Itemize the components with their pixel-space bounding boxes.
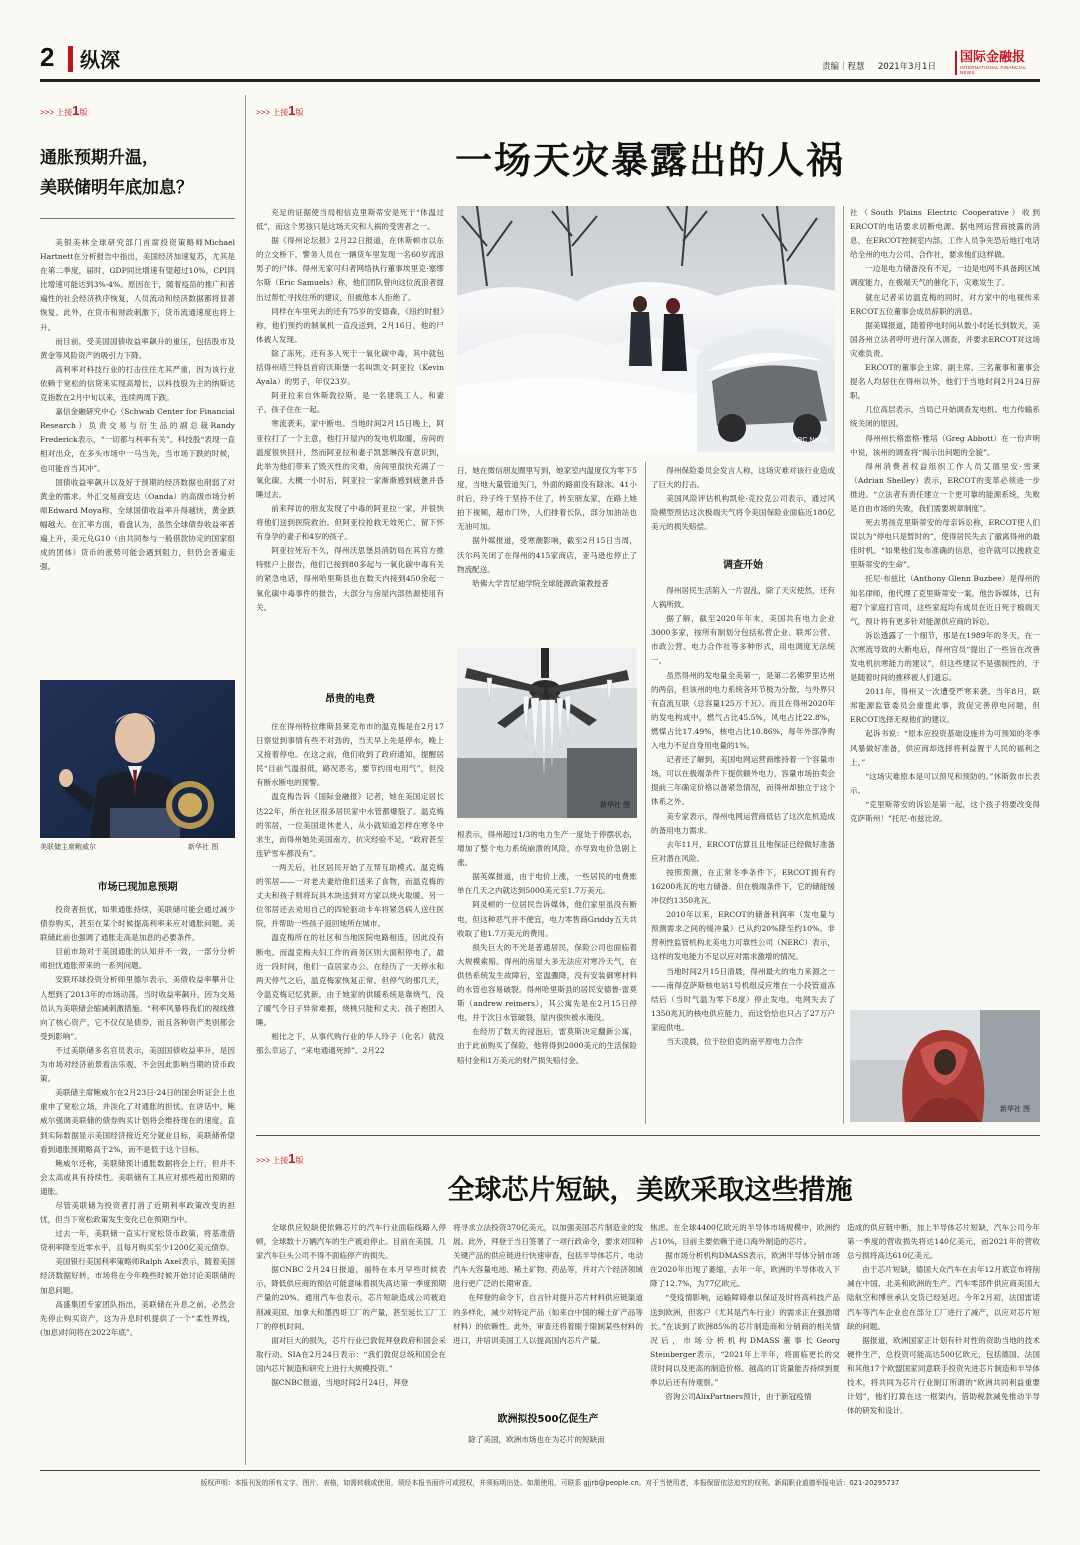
paragraph: 不过美联储多名官员表示，美国国债收益率升，是因为市场对经济前景看法乐观，不会因此影响当期的货币政策。 <box>40 1045 235 1084</box>
paragraph: 阿灵顿的一位居民告诉媒体，他们家里虽没有断电，但这种恶气并不便宜，电力零售商Griddy五天共收取了他1.7万美元的费用。 <box>457 900 637 938</box>
paragraph: “这场灾难原本是可以预见和预防的。”休斯敦市长表示。 <box>850 771 1040 795</box>
paragraph: 美联储主席鲍威尔在2月23日-24日的国会听证会上也重申了宽松立场，并淡化了对通胀的担忧。在讲话中，鲍威尔强调美联储的债券购买计划将会维持现在的速度，直到实际数据显示美国经济接近充分就业目标，美联储希望看到通胀预期略高于2%，而不是低于这个目标。 <box>40 1088 235 1154</box>
top-story-title: 一场天灾暴露出的人祸 <box>455 138 845 182</box>
paragraph: 一边是电力储备没有不足，一边是电网不具备跨区域调度能力，在极端天气的催化下，灾难发生了。 <box>850 264 1040 288</box>
paragraph: 面对巨大的损失，芯片行业已敦促拜登政府和国会采取行动。SIA在2月24日表示：“我们敦促总统和国会在国内芯片制造和研究上进行大规模投资。” <box>256 1335 446 1373</box>
jump-suffix: 版 <box>295 108 304 117</box>
paragraph: 在拜登的命令下，自言针对提升芯片材料供应链渠道的多样化，减少对特定产品（如来自中国的稀土矿产品等材料）的依赖性。此外，审查还将着眼于限制某些材料的进口，并培训美国工人以提高国内芯片产量。 <box>453 1293 643 1345</box>
paragraph: 死去男孩克里斯蒂安的母亲诉讼称，ERCOT使人们误以为“停电只是暂时的”，使得居民失去了撤离得州的最佳时机。“如果他们发布准确的信息，也许就可以挽救克里斯蒂安的生命”。 <box>850 518 1040 570</box>
paragraph: 全球供应短缺使依赖芯片的汽车行业面临线路入停顿，全球数十万辆汽车的生产被迫停止。目前在美国，几家汽车巨头公司不得不面临停产的损失。 <box>256 1223 446 1261</box>
paragraph: 诉讼透露了一个细节，那是在1989年的冬天，在一次寒流导致的大断电后，得州官员“提出了一些旨在改善发电机抗寒能力的建议”，但这些建议不是强制性的，于是随着时间的推移被人们遗忘。 <box>850 630 1040 683</box>
top-col4-body <box>850 206 1040 996</box>
paragraph: 据CNBC 2月24日报道，福特在本月早些时候表示，降低供应商的预估可能意味着损失高达第一季度预期产量的20%。通用汽车也表示，芯片短缺造成公司被迫削减美国、加拿大和墨西哥工厂的产量，甚至延长工厂工厂的停机时间。 <box>256 1265 446 1331</box>
left-subhead: 市场已现加息预期 <box>97 882 178 893</box>
masthead-cn: 国际金融报 <box>960 50 1026 65</box>
paragraph: 得州州长格雷格·雅培（Greg Abbott）在一份声明中说，该州的调查将“揭示出问题的全貌”。 <box>850 433 1040 457</box>
top-col3-body-b <box>651 584 835 1122</box>
paragraph: 据《得州论坛报》2月22日报道，在休斯顿市以东的立交桥下，警务人员在一辆货车里发现一名60岁流浪男子的尸体。得州无家可归者网络执行董事埃里克·塞缪尔斯（Eric Samuels）称，他们团队曾向这位流浪者提出过帮忙寻找住所的建议，但被他本人拒绝了。 <box>256 236 444 302</box>
paragraph: 美银美林全球研究部门首席投资策略师Michael Hartnett在分析报告中指出，美国经济加速复苏，尤其是在第二季度，届时，GDP同比增速有望超过10%，CPI同比增速可能达到3%-4%。原因在于，随着疫苗的推广和普遍性的社会经济秩序恢复，人员流动和经济数据都将显著恢复。此外，在货币和财政刺激下，货币流通速度也将上升。 <box>40 238 235 332</box>
footer-rule <box>40 1470 1040 1471</box>
paragraph: 2011年，得州又一次遭受严寒来袭。当年8月，联邦能源监管委员会重提此事，敦促完善停电问题，但ERCOT选择无视他们的建议。 <box>850 687 1040 725</box>
paragraph: 由于芯片短缺，德国大众汽车在去年12月底宣布将削减在中国、北美和欧洲的生产。汽车零部件供应商美国大陆航空和博世承认交货已经延迟。今年2月初，法国雷诺汽车等汽车企业也在部分工厂进行了减产，以应对芯片短缺的问题。 <box>847 1265 1040 1331</box>
powell-credit: 新华社 图 <box>188 843 219 851</box>
subhead-investigation: 调查开始 <box>723 560 763 571</box>
paragraph: 当地时间2月15日清晨，得州最大的电力来源之一——南得克萨斯核电站1号机组反应堆在一小段管道冻结后（当时气温为零下8度）停止发电，电网失去了1350兆瓦的核电供应能力，而这恰恰也只占了27万户家庭供电。 <box>651 966 835 1032</box>
left-body-a <box>40 236 235 676</box>
issue-date: 2021年3月1日 <box>878 62 936 72</box>
masthead-logo <box>955 51 1033 75</box>
paragraph: “受疫情影响，运输障碍难以保证及时将高科技产品送到欧洲，但客户（尤其是汽车行业）的需求正在强劲增长。”在谈到了欧洲85%的芯片制造商和分销商的相关情况后，市场分析机构DMASS董事长Georg Steinberger表示，“2021年上半年，将面临更长的交货时间以及更高的制造价格。越高的订货量能否持续到夏季以后还有待观察。” <box>650 1293 840 1388</box>
bottom-story-title: 全球芯片短缺，美欧采取这些措施 <box>447 1175 853 1206</box>
paragraph: 就在记者采访温克梅的同时，对方家中的电视传来ERCOT五位董事会成员辞职的消息。 <box>850 292 1040 316</box>
left-headline-line2: 美联储明年底加息？ <box>40 178 193 198</box>
paragraph: 美国银行美国利率策略师Ralph Axel表示，随着美国经济数据好转，市场将在今年晚些时候开始讨论美联储的加息问题。 <box>40 1257 235 1295</box>
paragraph: 造成的供应链中断，加上半导体芯片短缺，汽车公司今年第一季度的营收损失将达140亿美元，而2021年的营收总亏损将高达610亿美元。 <box>847 1223 1040 1261</box>
paragraph: 温克梅所在的社区和当地医院电路相连，因此没有断电。而温克梅夫妇工作的商务区则大面积停电了，最近一段时间，他们一直居家办公。在经历了一天停水和两天停气之后，温克梅家恢复正常。但停气的那几天，令温克梅记忆犹新，由于她家的供暖系统是靠烧气，没了暖气令日子异常难捱，烧桃只能和丈夫、孩子抱团入睡。 <box>256 933 444 1027</box>
paragraph: 除了美国，欧洲市场也在为芯片的短缺而 <box>468 1435 605 1444</box>
jump-suffix: 版 <box>79 108 88 117</box>
snow-photo-credit: ABC News <box>793 437 827 444</box>
paragraph: 损失巨大的不光是普通居民，保险公司也面临着大规模索赔。得州的房屋大多无法应对寒冷天气，在供热系统发生故障后，室温骤降，没有安装御寒材料的水管也容易破裂。得州哈里斯县的居民安德鲁·雷莫斯（andrew reimers），其公寓先是在2月15日停电，并于次日水管破裂，屋内很快被水淹没。 <box>457 942 637 1023</box>
column-divider <box>645 462 646 1124</box>
paragraph: 温克梅告诉《国际金融报》记者，她在美国定居长达22年，所在社区很多居民家中水管都爆裂了。温克梅的邻居，一位美国退休老人，从小就知道怎样在寒冬中求生，而得州她处美国南方，抗灾经验不足，“政府甚至连铲雪车都没有”。 <box>256 792 444 858</box>
jump-prefix: >>> 上接 <box>256 108 289 117</box>
jump-prefix: >>> 上接 <box>40 108 73 117</box>
paragraph: 当天凌晨，位于拉伯克的南平原电力合作 <box>666 1037 803 1046</box>
paragraph: 美专家表示，得州电网运营商低估了这次危机造成的备用电力需求。 <box>651 811 835 835</box>
bottom-col3-body <box>650 1221 840 1461</box>
blanket-photo-credit: 新华社 图 <box>1000 1106 1030 1113</box>
paragraph: 除了冻死，还有多人死于一氧化碳中毒，其中就包括得州塔兰特县首府沃斯堡一名叫凯文·阿亚拉（Kevin Ayala）的男子，年仅23岁。 <box>256 348 444 387</box>
bottom-col4-body <box>847 1221 1040 1461</box>
paragraph: 哈佛大学肯尼迪学院全球能源政策教授普 <box>472 578 609 588</box>
page-number: 2 <box>40 42 55 72</box>
paragraph: 社（South Plains Electric Cooperative）收到ERCOT的电话要求切断电源。据电网运营商披露的消息，在ERCOT控制室内部，工作人员争先恐后地打电话给全州的电力公司、合作社，要求他们这样做。 <box>850 208 1040 260</box>
snow-street-photo <box>457 206 835 452</box>
paragraph: 寒流袭来，家中断电。当地时间2月15日晚上，阿亚拉打了一个主意，他打开屋内的发电机取暖，房间的温度很快回升，然而阿亚拉和妻子凯瑟琳没有意识到，此举为他们带来了毁灭性的灾难，房间里很快充满了一氧化碳。大概一小时后，阿亚拉一家渐渐感到疲惫并昏睡过去。 <box>256 419 444 499</box>
paragraph: 2010年以来，ERCOT的储备利润率（发电量与预测需求之间的缓冲量）已从约20%降至约10%。非营利性监管机构北美电力可靠性公司（NERC）表示，这样的发电能力不足以应对需求激增的情况。 <box>651 910 835 962</box>
left-headline-line1: 通胀预期升温， <box>40 148 159 168</box>
bottom-col2-body <box>453 1221 643 1391</box>
subhead-expensive-power: 昂贵的电费 <box>325 694 375 705</box>
paragraph: 记者还了解到，美国电网运营商维持着一个容量市场，可以在极端条件下提供额外电力，容量市场拍卖会提前三年确定价格以备紧急情况，而得州却独立于这个体系之外。 <box>651 755 835 807</box>
jump-prefix: >>> 上接 <box>256 1156 289 1165</box>
paragraph: 阿亚拉来自休斯敦拉斯，是一名建筑工人，和妻子、孩子住在一起。 <box>256 391 444 415</box>
paragraph: 相比之下，从事代购行业的华人玲子（化名）就没那么幸运了，“来电通通死掉”。2月22 <box>256 1032 444 1056</box>
top-jump-note <box>256 103 303 118</box>
bottom-col1-body <box>256 1221 446 1461</box>
editors: 责编｜程慧 <box>822 62 865 72</box>
paragraph: 而目前，受美国国债收益率飙升的重压，包括股市及黄金等风险资产的吸引力下降。 <box>40 336 235 360</box>
paragraph: 将寻求立法投资370亿美元，以加强美国芯片制造业的发展。此外，拜登于当日签署了一项行政命令，要求对四种关键产品的供应链进行快速审查，包括半导体芯片、电动汽车大容量电池、稀土矿物、药品等，并对六个经济领域进行更广泛的长期审查。 <box>453 1223 643 1289</box>
jump-suffix: 版 <box>295 1156 304 1165</box>
paragraph: 据CNBC报道，当地时间2月24日，拜登 <box>271 1378 409 1388</box>
paragraph: 高盛集团专家团队指出，美联储在升息之前，必然会先停止购买资产，这为升息时机提供了一个“柔性界线，(加息)时间将在2022年底”。 <box>40 1299 235 1337</box>
paragraph: 前来拜访的朋友发现了中毒的阿亚拉一家，并很快将他们送到医院救治。但阿亚拉抢救无效死亡，留下怀有身孕的妻子和4岁的孩子。 <box>256 503 444 542</box>
left-headline <box>40 143 230 203</box>
top-col1-body-b <box>256 720 444 1122</box>
paragraph: 得州居民生活陷入一片混乱，除了天灾使然，还有人祸所致。 <box>651 586 835 610</box>
paragraph: 目前市场对于美国通胀的认知并不一致，一部分分析师担忧通胀带来的一系列问题。 <box>40 947 235 971</box>
left-headline-rule <box>40 218 235 219</box>
top-col3-body <box>651 464 835 534</box>
paragraph: 按照预测，在正常冬季条件下，ERCOT拥有约16200兆瓦的电力储备。但在极端条件下，它的储能缓冲仅约1350兆瓦。 <box>651 867 835 906</box>
paragraph: 得州保险委员会发言人称，这场灾难对该行业造成了巨大的打击。 <box>651 466 835 490</box>
paragraph: 充足的证据使当局相信克里斯蒂安是死于“体温过低”，而这个男孩只是这场天灾和人祸的受害者之一。 <box>256 208 444 232</box>
paragraph: 几位高层表示，当局已开始调查发电机、电力传输系统关闭的原因。 <box>850 405 1040 429</box>
paragraph: 投资者担忧，如果通胀持续，美联储可能会通过减少债券购买，甚至在某个时候提高利率来应对通胀问题。美联储此前也强调了通胀走高是加息的必要条件。 <box>40 905 235 943</box>
powell-photo <box>40 680 235 838</box>
left-body-b <box>40 903 235 1461</box>
masthead-en: INTERNATIONAL FINANCIAL NEWS <box>960 65 1026 75</box>
top-col2-body-b <box>457 828 637 1122</box>
paragraph: 高利率对科技行业的打击往往尤其严重，因为该行业依赖于宽松的信贷来实现高增长，以科技股为主的纳斯达克指数在2月中旬以来，连续两周下跌。 <box>40 364 235 403</box>
paragraph: 托尼·布兹比（Anthony Glenn Buzbee）是得州的知名律师，他代理了克里斯蒂安一案。他告诉媒体，已有超7个家庭打官司，这些家庭均有成员在近日死于极端天气，预计将有更多针对能源供应商的诉讼。 <box>850 574 1040 626</box>
paragraph: 虽然得州的发电量全美第一，是第二名佛罗里达州的两倍，但该州的电力系统各环节极为分散，与外界只有直流互联（总容量125万千瓦）。而且在得州2020年的发电构成中，燃气占比45.5%，风电占比22.8%，燃煤占比17.49%，核电占比10.86%，每年外部净购入电力不足自身用电量的1%。 <box>651 670 835 751</box>
powell-caption: 美联储主席鲍威尔 <box>40 843 96 851</box>
section-name: 纵深 <box>80 48 120 72</box>
paragraph: 一两天后，社区居民开始了互帮互助模式。温克梅的邻居——一对老夫妻给他们送来了食物，而温克梅的丈夫和孩子则将玩具木块送到对方家以烧火取暖。另一位邻居还去劝用自己的四轮驱动卡车将紧急病人送往医院，并帮助一些孩子返回她所在城市。 <box>256 862 444 929</box>
paragraph: 根表示，得州超过1/3的电力生产一度处于停摆状态，增加了整个电力系统崩溃的风险，亦导致电价急剧上涨。 <box>457 830 637 868</box>
paragraph: 焦虑。在全球4400亿欧元的半导体市场规模中，欧洲约占10%，目前主要依赖于进口海外制造的芯片。 <box>650 1223 840 1247</box>
paragraph: 尽管美联储为投资者打消了近期利率政策改变的担忧，但当下宽松政策发生变化已在预期当中。 <box>40 1200 235 1225</box>
top-col2-body <box>457 464 637 638</box>
paragraph: 美国风险评估机构凯伦·克拉克公司表示，通过风险模型预估这次极端天气将令美国保险业面临近180亿美元的损失赔偿。 <box>651 494 835 532</box>
fan-photo-credit: 新华社 图 <box>600 802 630 809</box>
copyright-notice: 版权声明：本报刊发的所有文字、图片、表格，如需转载或使用，须经本报书面许可或授权，并须标明出处。如需使用，可联系 gjjrb@people.cn。对于当使用者，本报保留依法追究的权利。新闻职业道德举报电话：021-20295737 <box>200 1479 900 1487</box>
paragraph: 国债收益率飙升以及好于预期的经济数据也削弱了对黄金的需求。外汇交易商安达（Oanda）的高级市场分析师Edward Moya称，全球国债收益率升得越快，黄金跌幅越大。在汇率方面，看盘认为，虽然全球债券收益率普遍上升，美元兑G10（由共同参与一般借款协定的国家组成的团体）货币的涨势可能会遇到阻力，但仍会普遍走强。 <box>40 477 235 572</box>
paragraph: 得州消费者权益组织工作人员艾德里安·雪莱（Adrian Shelley）表示，ERCOT的变革必须进一步推进。“立法者有责任建立一个更可靠的能源系统，失败是自由市场的失败，我们需要规章制度”。 <box>850 461 1040 513</box>
paragraph: 去年11月，ERCOT估算且且地保证已经做好准备应对潜在风险。 <box>651 839 835 863</box>
paragraph: 鲍威尔还称，美联储预计通胀数据将会上行，但并不会太高或具有持续性。美联储有工具应对那些超出预期的通胀。 <box>40 1158 235 1196</box>
paragraph: 过去一年，美联储一直实行宽松货币政策，将基准借贷利率降至近零水平，且每月购买至少1200亿美元债券。 <box>40 1229 235 1253</box>
bottom-col2-body-b <box>453 1433 643 1463</box>
header-rule <box>40 79 1040 82</box>
bottom-jump-note <box>256 1151 303 1166</box>
jump-num: 1 <box>288 1151 296 1166</box>
paragraph: “克里斯蒂安的诉讼是第一起，这个孩子将要改变得克萨斯州！”托尼·布兹比说。 <box>850 799 1040 824</box>
paragraph: 在经历了数天的浸泡后，雷莫斯决定翻新公寓，由于此前购买了保险，他将得到2000美元的生活保险赔付金和1万美元的财产损失赔付金。 <box>457 1027 637 1065</box>
paragraph: 据报道，欧洲国家正计划有针对性的资助当地的技术硬件生产，总投资可能高达500亿欧元，包括德国、法国和其他17个欧盟国家同意联手投资先进芯片制造和半导体技术，将共同为芯片行业制订所谓的“欧洲共同利益重要计划”，他们打算在这一框架内，借助税款减免推动半导体的研发和设计。 <box>847 1335 1040 1416</box>
jump-num: 1 <box>288 103 296 118</box>
paragraph: 阿亚拉死后不久，得州沃思堡县消防局在其官方推特账户上报告，他们已接到80多起与一氧化碳中毒有关的紧急电话，得州哈里斯县也在数天内接到450余起一氧化碳中毒事件的报告，大部分与房屋内部热源使用有关。 <box>256 546 444 612</box>
paragraph: 据外媒报道，受寒潮影响，截至2月15日当周，沃尔玛关闭了在得州的415家商店，亚马逊也停止了物流配送。 <box>457 536 637 574</box>
paragraph: 据美媒报道，随着停电时间从数小时延长到数天，美国各州立法者呼吁进行深入调查，并要求ERCOT对这场灾难负责。 <box>850 320 1040 358</box>
jump-num: 1 <box>72 103 80 118</box>
paragraph: 安联环球投资分析师里德尔表示，美债收益率攀升让人想到了2013年的市场动荡，当时收益率飙升，因为交易员认为美联储会缩减刺激措施。“利率风暴将我们的视线推向了核心资产，它不仅仅是债券，而且各种资产类别都会受到影响”。 <box>40 975 235 1041</box>
page-number-accent <box>68 46 73 72</box>
paragraph: 嘉信金融研究中心（Schwab Center for Financial Research）负责交易与衍生品的副总裁Randy Frederick表示，“一切都与利率有关”。科技股“表现一直相对出众，在多头市场中一马当先，当市场下跌的时候，也可能首当其冲”。 <box>40 407 235 473</box>
paragraph: 据英媒报道，由于电价上涨，一些居民的电费账单在几天之内就达到5000美元至1.7万美元。 <box>457 872 637 896</box>
subhead-europe: 欧洲拟投500亿促生产 <box>497 1414 599 1425</box>
story-separator <box>256 1135 1040 1136</box>
paragraph: 据了解，截至2020年年末，美国共有电力企业3000多家，按所有制划分包括私营企业、联邦公营、市政公营、电力合作社等多种形式，用电调度无法统一。 <box>651 614 835 666</box>
top-col1-body <box>256 206 444 666</box>
paragraph: 咨询公司AlixPartners预计，由于新冠疫情 <box>665 1392 812 1402</box>
paragraph: ERCOT的董事会主席、副主席、三名董事和董事会提名人均居住在得州以外，他们于当地时间2月24日辞职。 <box>850 363 1040 401</box>
paragraph: 住在得州特拉维斯县莱克布市的温克梅是在2月17日察觉到事情有些不对劲的，当天早上先是停水，晚上又接着停电。在这之前，他们收到了政府通知，提醒居民“目前气温很低，路况恶劣，要节约用电用气”，但没有断水断电的预警。 <box>256 722 444 788</box>
paragraph: 起诉书说：“原本应投资基础设施并为可预知的冬季风暴做好准备，供应商却选择将利益置于人民的福利之上。” <box>850 729 1040 767</box>
left-jump-note <box>40 103 87 118</box>
paragraph: 据市场分析机构DMASS表示，欧洲半导体分销市场在2020年出现了萎缩，去年一年，欧洲的半导体收入下降了12.7%，为77亿欧元。 <box>650 1251 840 1289</box>
paragraph: 同样在车里死去的还有75岁的安德森，《纽约时报》称，他们预约的制氧机一直没送到，2月16日，他的尸体被人发现。 <box>256 306 444 344</box>
frozen-fan-photo <box>457 648 637 818</box>
column-divider <box>245 95 246 1465</box>
paragraph: 日，她在微信朋友圈里写到，她家室内温度仅为零下5度，当地大量管道失门，外面的路面没有除冰。41小时后，玲子终于坚持不住了，转至朋友家，在路上她拍下视频，超市门外，人们排着长队，部分加油站也无油可加。 <box>457 466 637 532</box>
column-divider <box>843 206 844 1124</box>
